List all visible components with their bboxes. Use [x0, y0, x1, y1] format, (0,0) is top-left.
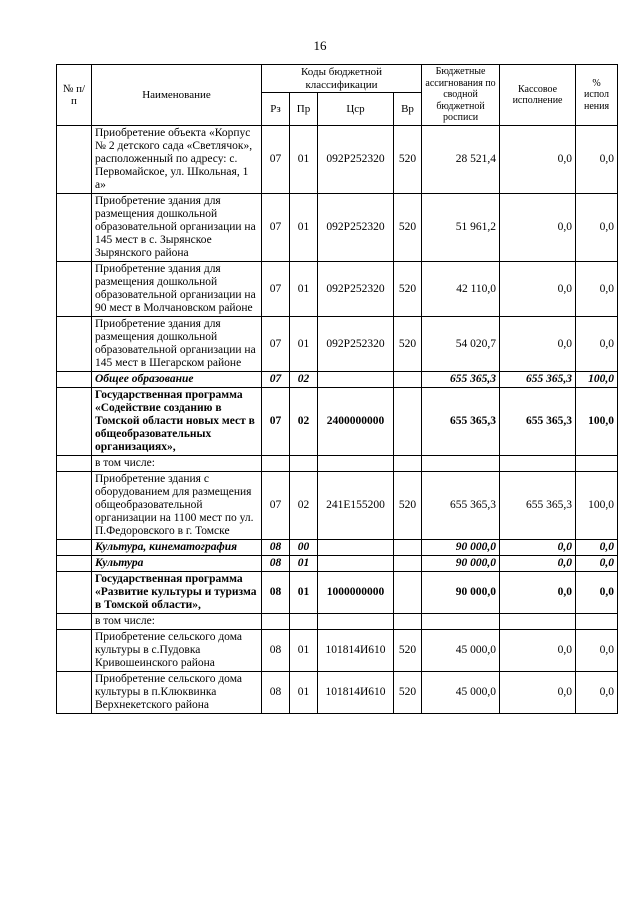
- cell-pr: [290, 456, 318, 472]
- cell-budget: 90 000,0: [422, 572, 500, 614]
- cell-pr: 01: [290, 194, 318, 262]
- cell-budget: 655 365,3: [422, 372, 500, 388]
- cell-no: [57, 317, 92, 372]
- cell-rz: 07: [262, 472, 290, 540]
- cell-name: Приобретение сельского дома культуры в с.Пудовка Кривошеинского района: [92, 630, 262, 672]
- cell-vr: 520: [394, 194, 422, 262]
- cell-pr: [290, 614, 318, 630]
- cell-pct: 100,0: [576, 372, 618, 388]
- table-row: [57, 472, 618, 540]
- cell-name: в том числе:: [92, 456, 262, 472]
- cell-pr: 01: [290, 572, 318, 614]
- cell-cash: 0,0: [500, 630, 576, 672]
- table-row: [57, 194, 618, 262]
- cell-rz: 08: [262, 672, 290, 714]
- cell-pct: 0,0: [576, 630, 618, 672]
- cell-cash: 0,0: [500, 262, 576, 317]
- cell-csr: 092P252320: [318, 194, 394, 262]
- cell-no: [57, 372, 92, 388]
- cell-rz: 08: [262, 556, 290, 572]
- cell-cash: 0,0: [500, 540, 576, 556]
- cell-no: [57, 572, 92, 614]
- cell-name: Приобретение здания для размещения дошкольной образовательной организации на 145 мест в с. Зырянское Зырянского района: [92, 194, 262, 262]
- budget-table: [56, 64, 618, 714]
- page-number: 16: [313, 38, 327, 53]
- cell-csr: 241E155200: [318, 472, 394, 540]
- cell-cash: 0,0: [500, 126, 576, 194]
- cell-rz: 07: [262, 317, 290, 372]
- cell-budget: 655 365,3: [422, 388, 500, 456]
- cell-vr: [394, 572, 422, 614]
- cell-no: [57, 456, 92, 472]
- table-row: [57, 126, 618, 194]
- header-csr: Цср: [318, 93, 394, 126]
- cell-pct: 0,0: [576, 317, 618, 372]
- cell-rz: 08: [262, 540, 290, 556]
- cell-name: Государственная программа «Развитие культуры и туризма в Томской области»,: [92, 572, 262, 614]
- cell-name: Приобретение здания с оборудованием для размещения общеобразовательной организации на 1100 мест по ул. П.Федоровского в г. Томске: [92, 472, 262, 540]
- cell-vr: [394, 456, 422, 472]
- cell-rz: [262, 614, 290, 630]
- cell-no: [57, 194, 92, 262]
- cell-csr: 092P252320: [318, 317, 394, 372]
- header-vr: Вр: [394, 93, 422, 126]
- header-no: № п/п: [57, 65, 92, 126]
- cell-vr: [394, 556, 422, 572]
- cell-pct: 100,0: [576, 388, 618, 456]
- cell-cash: 0,0: [500, 572, 576, 614]
- header-pr: Пр: [290, 93, 318, 126]
- header-codes: Коды бюджетной классификации: [262, 65, 422, 93]
- table-row: [57, 572, 618, 614]
- cell-no: [57, 126, 92, 194]
- cell-csr: 101814И610: [318, 672, 394, 714]
- cell-rz: 07: [262, 372, 290, 388]
- table-row: [57, 672, 618, 714]
- cell-no: [57, 540, 92, 556]
- cell-vr: 520: [394, 630, 422, 672]
- cell-budget: 45 000,0: [422, 630, 500, 672]
- cell-csr: 092P252320: [318, 126, 394, 194]
- cell-cash: 655 365,3: [500, 388, 576, 456]
- cell-budget: 90 000,0: [422, 540, 500, 556]
- cell-vr: [394, 388, 422, 456]
- table-row: [57, 317, 618, 372]
- cell-name: Культура, кинематография: [92, 540, 262, 556]
- cell-budget: 28 521,4: [422, 126, 500, 194]
- cell-csr: 1000000000: [318, 572, 394, 614]
- cell-name: Государственная программа «Содействие созданию в Томской области новых мест в общеобразовательных организациях»,: [92, 388, 262, 456]
- table-row: [57, 630, 618, 672]
- cell-pr: 02: [290, 472, 318, 540]
- cell-pct: 0,0: [576, 556, 618, 572]
- cell-name: Приобретение объекта «Корпус № 2 детского сада «Светлячок», расположенный по адресу: с. Первомайское, ул. Школьная, 1 а»: [92, 126, 262, 194]
- cell-name: в том числе:: [92, 614, 262, 630]
- cell-rz: 07: [262, 126, 290, 194]
- cell-pr: 01: [290, 262, 318, 317]
- cell-budget: [422, 614, 500, 630]
- cell-csr: [318, 556, 394, 572]
- cell-rz: [262, 456, 290, 472]
- cell-pr: 02: [290, 372, 318, 388]
- table-body: [57, 126, 618, 714]
- cell-pr: 02: [290, 388, 318, 456]
- cell-cash: [500, 614, 576, 630]
- table-row: [57, 556, 618, 572]
- cell-pct: 0,0: [576, 126, 618, 194]
- cell-pct: 0,0: [576, 262, 618, 317]
- cell-csr: [318, 456, 394, 472]
- cell-csr: [318, 372, 394, 388]
- table-row: [57, 456, 618, 472]
- cell-cash: 0,0: [500, 194, 576, 262]
- cell-rz: 08: [262, 630, 290, 672]
- cell-pct: 0,0: [576, 194, 618, 262]
- cell-name: Общее образование: [92, 372, 262, 388]
- cell-pct: [576, 614, 618, 630]
- cell-name: Приобретение здания для размещения дошкольной образовательной организации на 145 мест в Шегарском районе: [92, 317, 262, 372]
- cell-cash: 0,0: [500, 672, 576, 714]
- header-rz: Рз: [262, 93, 290, 126]
- cell-pr: 01: [290, 126, 318, 194]
- cell-budget: 54 020,7: [422, 317, 500, 372]
- cell-pct: 0,0: [576, 572, 618, 614]
- cell-pr: 01: [290, 630, 318, 672]
- cell-vr: [394, 372, 422, 388]
- cell-pr: 01: [290, 556, 318, 572]
- cell-vr: 520: [394, 262, 422, 317]
- cell-cash: 655 365,3: [500, 372, 576, 388]
- cell-budget: 45 000,0: [422, 672, 500, 714]
- cell-csr: [318, 614, 394, 630]
- cell-rz: 07: [262, 194, 290, 262]
- cell-no: [57, 388, 92, 456]
- cell-csr: 2400000000: [318, 388, 394, 456]
- table-row: [57, 372, 618, 388]
- cell-pr: 01: [290, 317, 318, 372]
- table-row: [57, 388, 618, 456]
- cell-csr: 092P252320: [318, 262, 394, 317]
- cell-vr: [394, 614, 422, 630]
- cell-vr: 520: [394, 126, 422, 194]
- cell-cash: 0,0: [500, 317, 576, 372]
- cell-pct: 100,0: [576, 472, 618, 540]
- cell-pr: 01: [290, 672, 318, 714]
- cell-rz: 08: [262, 572, 290, 614]
- cell-name: Культура: [92, 556, 262, 572]
- cell-no: [57, 614, 92, 630]
- table-row: [57, 540, 618, 556]
- cell-pct: 0,0: [576, 540, 618, 556]
- header-name: Наименование: [92, 65, 262, 126]
- header-budget: Бюджетные ассигнования по сводной бюджетной росписи: [422, 65, 500, 126]
- cell-budget: 655 365,3: [422, 472, 500, 540]
- cell-vr: 520: [394, 472, 422, 540]
- cell-vr: 520: [394, 672, 422, 714]
- cell-cash: [500, 456, 576, 472]
- cell-pr: 00: [290, 540, 318, 556]
- cell-pct: 0,0: [576, 672, 618, 714]
- header-percent: % испол нения: [576, 65, 618, 126]
- cell-name: Приобретение сельского дома культуры в п.Клюквинка Верхнекетского района: [92, 672, 262, 714]
- cell-budget: [422, 456, 500, 472]
- cell-rz: 07: [262, 388, 290, 456]
- cell-pct: [576, 456, 618, 472]
- cell-budget: 51 961,2: [422, 194, 500, 262]
- cell-vr: 520: [394, 317, 422, 372]
- cell-budget: 90 000,0: [422, 556, 500, 572]
- cell-no: [57, 672, 92, 714]
- cell-csr: 101814И610: [318, 630, 394, 672]
- cell-cash: 655 365,3: [500, 472, 576, 540]
- cell-name: Приобретение здания для размещения дошкольной образовательной организации на 90 мест в Молчановском районе: [92, 262, 262, 317]
- cell-cash: 0,0: [500, 556, 576, 572]
- cell-budget: 42 110,0: [422, 262, 500, 317]
- cell-csr: [318, 540, 394, 556]
- cell-vr: [394, 540, 422, 556]
- table-row: [57, 262, 618, 317]
- cell-no: [57, 556, 92, 572]
- cell-no: [57, 262, 92, 317]
- cell-no: [57, 630, 92, 672]
- cell-no: [57, 472, 92, 540]
- header-cash: Кассовое исполнение: [500, 65, 576, 126]
- table-row: [57, 614, 618, 630]
- cell-rz: 07: [262, 262, 290, 317]
